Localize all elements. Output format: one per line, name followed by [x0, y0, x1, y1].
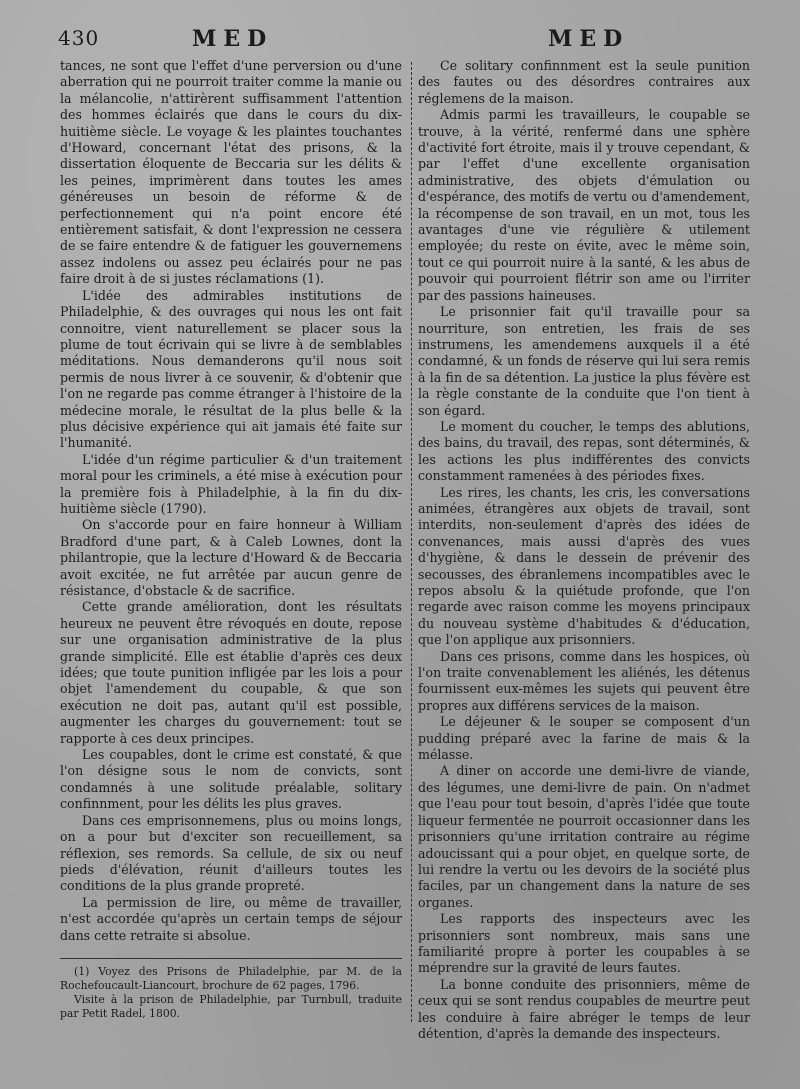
running-head-left: MED	[192, 26, 274, 52]
right-column	[418, 58, 750, 1042]
paragraph: Le déjeuner & le souper se composent d'un pudding préparé avec la farine de mais & la mélasse.	[418, 714, 750, 763]
footnote: Visite à la prison de Philadelphie, par Turnbull, traduite par Petit Radel, 1800.	[60, 993, 402, 1020]
paragraph: L'idée des admirables institutions de Philadelphie, & des ouvrages qui nous les ont fait connoitre, vient naturellement se placer sous la plume de tout écrivain qui se livre à de semblables méditations. Nous demanderons qu'il nous soit permis de nous livrer à ce souvenir, & d'obtenir que l'on ne regarde pas comme étranger à l'histoire de la médecine morale, le résultat de la plus belle & la plus décisive expérience qui ait jamais été faite sur l'humanité.	[60, 287, 402, 451]
paragraph: Dans ces emprisonnemens, plus ou moins longs, on a pour but d'exciter son recueillement, sa réflexion, ses remords. Sa cellule, de six ou neuf pieds d'élévation, réunit d'ailleurs toutes les conditions de la plus grande propreté.	[60, 812, 402, 894]
page-number: 430	[58, 26, 100, 50]
left-column	[60, 58, 402, 944]
paragraph: tances, ne sont que l'effet d'une perversion ou d'une aberration qui ne pourroit traiter comme la manie ou la mélancolie, n'attirèrent suffisamment l'attention des hommes éclairés que dans le cours du dix-huitième siècle. Le voyage & les plaintes touchantes d'Howard, concernant l'état des prisons, & la dissertation éloquente de Beccaria sur les délits & les peines, imprimèrent dans toutes les ames généreuses un besoin de réforme & de perfectionnement qui n'a point encore été entièrement satisfait, & dont l'expression ne cessera de se faire entendre & de fatiguer les gouvernemens assez indolens ou assez peu éclairés pour ne pas faire droit à de si justes réclamations (1).	[60, 58, 402, 287]
paragraph: Les rapports des inspecteurs avec les prisonniers sont nombreux, mais sans une familiarité propre à porter les coupables à se méprendre sur la gravité de leurs fautes.	[418, 911, 750, 976]
paragraph: L'idée d'un régime particulier & d'un traitement moral pour les criminels, a été mise à exécution pour la première fois à Philadelphie, à la fin du dix-huitième siècle (1790).	[60, 451, 402, 516]
paragraph: Cette grande amélioration, dont les résultats heureux ne peuvent être révoqués en doute, repose sur une organisation administrative de la plus grande simplicité. Elle est établie d'après ces deux idées; que toute punition infligée par les lois a pour objet l'amendement du coupable, & que son exécution ne doit pas, autant qu'il est possible, augmenter les charges du gouvernement: tout se rapporte à ces deux principes.	[60, 599, 402, 746]
paragraph: Les coupables, dont le crime est constaté, & que l'on désigne sous le nom de convicts, sont condamnés à une solitude préalable, solitary confinnment, pour les délits les plus graves.	[60, 747, 402, 812]
footnote: (1) Voyez des Prisons de Philadelphie, par M. de la Rochefoucault-Liancourt, brochure de 62 pages, 1796.	[60, 965, 402, 992]
paragraph: Le prisonnier fait qu'il travaille pour sa nourriture, son entretien, les frais de ses instrumens, les amendemens auxquels il a été condamné, & un fonds de réserve qui lui sera remis à la fin de sa détention. La justice la plus févère est la règle constante de la conduite que l'on tient à son égard.	[418, 304, 750, 418]
footnote-rule	[60, 958, 402, 959]
paragraph: La permission de lire, ou même de travailler, n'est accordée qu'après un certain temps de séjour dans cette retraite si absolue.	[60, 894, 402, 943]
paragraph: On s'accorde pour en faire honneur à William Bradford d'une part, & à Caleb Lownes, dont la philantropie, que la lecture d'Howard & de Beccaria avoit excitée, ne fut arrêtée par aucun genre de résistance, d'obstacle & de sacrifice.	[60, 517, 402, 598]
paragraph: Dans ces prisons, comme dans les hospices, où l'on traite convenablement les aliénés, les détenus fournissent eux-mêmes les sujets qui peuvent être propres aux différens services de la maison.	[418, 648, 750, 713]
paragraph: Les rires, les chants, les cris, les conversations animées, étrangères aux objets de travail, sont interdits, non-seulement d'après des idées de convenances, mais aussi d'après des vues d'hygiène, & dans le dessein de prévenir des secousses, des ébranlemens incompatibles avec le repos absolu & la quiétude profonde, que l'on regarde avec raison comme les moyens principaux du nouveau système d'habitudes & d'éducation, que l'on applique aux prisonniers.	[418, 484, 750, 648]
paragraph: Ce solitary confinnment est la seule punition des fautes ou des désordres contraires aux réglemens de la maison.	[418, 58, 750, 106]
paragraph: Le moment du coucher, le temps des ablutions, des bains, du travail, des repas, sont déterminés, & les actions les plus indifférentes des convicts constamment ramenées à des périodes fixes.	[418, 418, 750, 484]
running-head-right: MED	[548, 26, 630, 52]
footnotes	[60, 958, 402, 1021]
paragraph: La bonne conduite des prisonniers, même de ceux qui se sont rendus coupables de meurtre peut les conduire à faire abréger le temps de leur détention, d'après la demande des inspecteurs.	[418, 976, 750, 1041]
paragraph: Admis parmi les travailleurs, le coupable se trouve, à la vérité, renfermé dans une sphère d'activité fort étroite, mais il y trouve cependant, & par l'effet d'une excellente organisation administrative, des objets d'émulation ou d'espérance, des motifs de vertu ou d'amendement, la récompense de son travail, en un mot, tous les avantages d'une vie régulière & utilement employée; du reste on évite, avec le même soin, tout ce qui pourroit nuire à la santé, & les abus de pouvoir qui pourroient flétrir son ame ou l'irriter par des passions haineuses.	[418, 107, 750, 303]
column-divider	[411, 62, 412, 1022]
paragraph: A diner on accorde une demi-livre de viande, des légumes, une demi-livre de pain. On n'admet que l'eau pour tout besoin, d'après l'idée que toute liqueur fermentée ne pourroit occasionner dans les prisonniers qu'une irritation contraire au régime adoucissant qui a pour objet, en quelque sorte, de lui rendre la vertu ou les devoirs de la société plus faciles, par un changement dans la nature de ses organes.	[418, 763, 750, 910]
